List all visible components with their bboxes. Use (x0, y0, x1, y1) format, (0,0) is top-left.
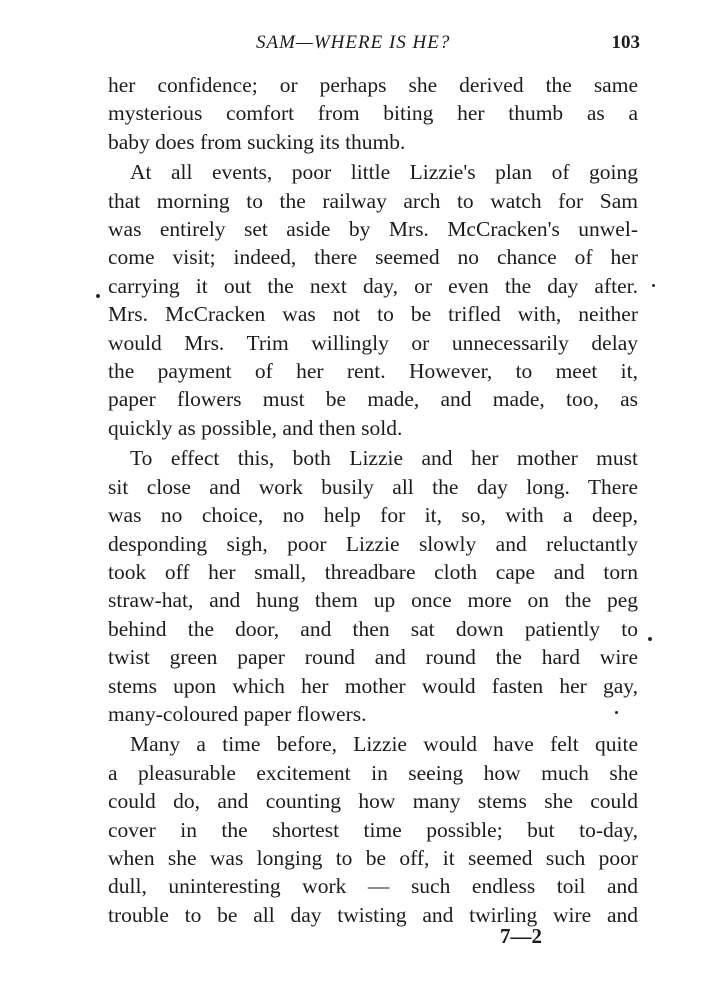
text-line: stems upon which her mother would fasten her gay, (108, 673, 638, 698)
text-line: mysterious comfort from biting her thumb as a (108, 101, 638, 126)
text-line: was no choice, no help for it, so, with a deep, (108, 503, 638, 528)
text-line: Mrs. McCracken was not to be trifled with, neither (108, 302, 638, 327)
body-text (108, 71, 638, 929)
text-line: quickly as possible, and then sold. (108, 415, 403, 440)
text-line: behind the door, and then sat down patiently to (108, 616, 638, 641)
text-line: come visit; indeed, there seemed no chance of her (108, 245, 638, 270)
text-line: a pleasurable excitement in seeing how much she (108, 760, 638, 785)
text-line: many-coloured paper flowers. (108, 701, 367, 726)
speck (648, 637, 652, 641)
text-line: paper flowers must be made, and made, too, as (108, 387, 638, 412)
text-line: cover in the shortest time possible; but to-day, (108, 817, 638, 842)
speck (615, 711, 618, 714)
text-line: that morning to the railway arch to watch for Sam (108, 188, 638, 213)
text-line: would Mrs. Trim willingly or unnecessarily delay (108, 330, 638, 355)
text-line: baby does from sucking its thumb. (108, 129, 406, 154)
text-line: could do, and counting how many stems she could (108, 789, 638, 814)
text-line: carrying it out the next day, or even the day after. (108, 273, 638, 298)
text-line: dull, uninteresting work — such endless toil and (108, 874, 638, 899)
text-line: Many a time before, Lizzie would have felt quite (130, 732, 638, 757)
text-line: the payment of her rent. However, to meet it, (108, 359, 638, 384)
text-line: when she was longing to be off, it seemed such poor (108, 845, 638, 870)
text-line: To effect this, both Lizzie and her mother must (130, 446, 638, 471)
text-line: trouble to be all day twisting and twirling wire and (108, 902, 638, 927)
text-line: her confidence; or perhaps she derived the same (108, 73, 638, 97)
page-header (108, 32, 638, 56)
running-head: SAM—WHERE IS HE? (256, 32, 451, 53)
text-line: sit close and work busily all the day long. There (108, 474, 638, 499)
text-line: took off her small, threadbare cloth cape and torn (108, 559, 638, 584)
text-line: desponding sigh, poor Lizzie slowly and reluctantly (108, 531, 638, 556)
text-line: twist green paper round and round the hard wire (108, 645, 638, 670)
page-number: 103 (611, 32, 640, 53)
text-line: was entirely set aside by Mrs. McCracken's unwel- (108, 217, 638, 242)
speck (652, 284, 655, 287)
speck (96, 294, 100, 298)
text-line: straw-hat, and hung them up once more on the peg (108, 588, 638, 613)
text-line: At all events, poor little Lizzie's plan of going (130, 160, 638, 185)
signature-mark: 7—2 (500, 924, 542, 948)
